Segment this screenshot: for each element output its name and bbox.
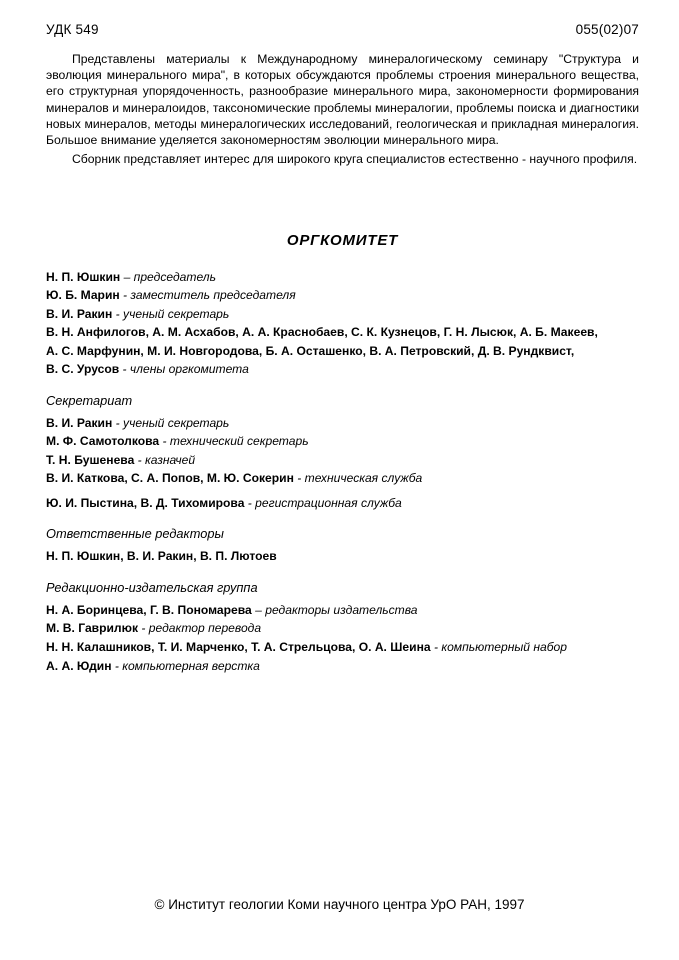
editor-row <box>46 548 639 566</box>
committee-member-row <box>46 269 639 287</box>
member-names: В. И. Ракин <box>46 415 113 430</box>
member-names: А. А. Юдин <box>46 658 112 673</box>
member-role: - казначей <box>134 452 196 467</box>
publishing-member-row <box>46 620 639 638</box>
member-role: - заместитель председателя <box>119 288 296 303</box>
committee-member-row <box>46 343 639 361</box>
committee-member-row <box>46 287 639 305</box>
secretariat-heading: Секретариат <box>46 392 133 408</box>
committee-title: ОРГКОМИТЕТ <box>286 231 399 249</box>
secretariat-member-row <box>46 470 639 488</box>
publishing-member-row <box>46 639 639 657</box>
secretariat-member-row <box>46 433 639 451</box>
member-role: - компьютерный набор <box>430 639 568 654</box>
abstract-paragraph-1: Представлены материалы к Международному минералогическому семинару "Структура и эволюция минерального мира", в которых обсуждаются проблемы строения минерального вещества, его структурная упорядоченность, разнообразие минерального мира, закономерности формирования минералов и минералоидов, таксономические проблемы минералогии, проблемы поиска и диагностики новых минералов, методы минералогических исследований, геологическая и прикладная минералогия. Большое внимание уделяется закономерностям эволюции минерального мира. <box>46 52 639 148</box>
publishing-group-list <box>46 602 639 675</box>
editors-heading: Ответственные редакторы <box>46 526 224 542</box>
member-role: - редактор перевода <box>138 621 262 636</box>
member-names: В. Н. Анфилогов, А. М. Асхабов, А. А. Краснобаев, С. К. Кузнецов, Г. Н. Лысюк, А. Б. Макеев, <box>46 325 598 340</box>
publication-code: 055(02)07 <box>575 22 639 37</box>
secretariat-list <box>46 415 639 513</box>
member-role: - компьютерная верстка <box>111 658 260 673</box>
committee-member-row <box>46 306 639 324</box>
member-role: - ученый секретарь <box>112 415 230 430</box>
page-header <box>46 22 639 37</box>
secretariat-member-row <box>46 452 639 470</box>
committee-member-row <box>46 324 639 342</box>
member-names: Н. П. Юшкин, В. И. Ракин, В. П. Лютоев <box>46 549 277 564</box>
publishing-group-heading: Редакционно-издательская группа <box>46 579 258 595</box>
member-names: В. И. Каткова, С. А. Попов, М. Ю. Сокерин <box>46 471 294 486</box>
publishing-member-row <box>46 602 639 620</box>
committee-main-list <box>46 269 639 379</box>
member-names: А. С. Марфунин, М. И. Новгородова, Б. А. Осташенко, В. А. Петровский, Д. В. Рундквист, <box>46 343 575 358</box>
member-names: Н. Н. Калашников, Т. И. Марченко, Т. А. Стрельцова, О. А. Шеина <box>46 639 431 654</box>
member-names: В. С. Урусов <box>46 362 120 377</box>
committee-member-row <box>46 361 639 379</box>
secretariat-member-row <box>46 415 639 433</box>
abstract-paragraph-2: Сборник представляет интерес для широкого круга специалистов естественно - научного профиля. <box>72 152 638 167</box>
abstract-section <box>46 51 639 168</box>
member-names: В. И. Ракин <box>46 306 113 321</box>
publishing-member-row <box>46 658 639 676</box>
editors-list <box>46 548 639 566</box>
member-names: Ю. И. Пыстина, В. Д. Тихомирова <box>46 495 245 510</box>
member-role: - регистрационная служба <box>244 495 402 510</box>
member-role: - ученый секретарь <box>112 306 230 321</box>
member-names: Н. А. Боринцева, Г. В. Пономарева <box>46 602 252 617</box>
member-names: М. В. Гаврилюк <box>46 621 138 636</box>
member-names: М. Ф. Самотолкова <box>46 434 160 449</box>
member-role: – редакторы издательства <box>251 602 418 617</box>
member-names: Н. П. Юшкин <box>46 269 121 284</box>
member-names: Т. Н. Бушенева <box>46 452 135 467</box>
member-role: - технический секретарь <box>159 434 309 449</box>
copyright-footer: © Институт геологии Коми научного центра УрО РАН, 1997 <box>154 897 525 912</box>
udk-code: УДК 549 <box>46 22 99 37</box>
member-role: – председатель <box>120 269 216 284</box>
secretariat-member-row <box>46 495 639 513</box>
member-names: Ю. Б. Марин <box>46 288 120 303</box>
member-role: - техническая служба <box>293 471 423 486</box>
member-role: - члены оргкомитета <box>119 362 249 377</box>
